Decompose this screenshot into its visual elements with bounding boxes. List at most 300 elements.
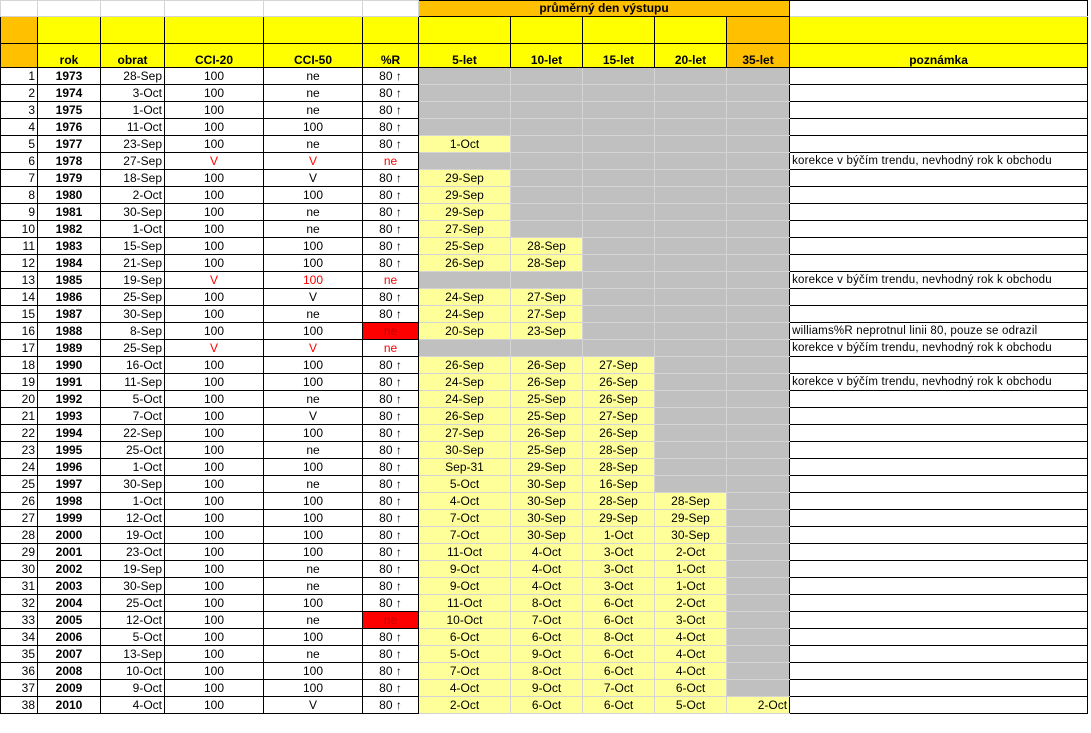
row-number-cell[interactable]: 26 — [1, 493, 38, 510]
day-20-let-cell[interactable] — [655, 272, 727, 289]
percent-r-cell[interactable]: 80 ↑ — [363, 680, 419, 697]
cci20-cell[interactable]: 100 — [165, 510, 264, 527]
year-cell[interactable]: 1984 — [38, 255, 101, 272]
day-15-let-cell[interactable]: 27-Sep — [583, 408, 655, 425]
day-5-let-cell[interactable]: 7-Oct — [419, 663, 511, 680]
day-35-let-cell[interactable] — [727, 425, 790, 442]
blank-cell[interactable] — [363, 1, 419, 17]
day-5-let-cell[interactable]: 5-Oct — [419, 646, 511, 663]
day-35-let-cell[interactable] — [727, 85, 790, 102]
row-number-cell[interactable]: 31 — [1, 578, 38, 595]
cci20-cell[interactable]: 100 — [165, 323, 264, 340]
day-5-let-cell[interactable]: 27-Sep — [419, 425, 511, 442]
day-5-let-cell[interactable]: 26-Sep — [419, 408, 511, 425]
percent-r-cell[interactable]: 80 ↑ — [363, 221, 419, 238]
year-cell[interactable]: 2009 — [38, 680, 101, 697]
day-20-let-cell[interactable] — [655, 187, 727, 204]
day-10-let-cell[interactable]: 30-Sep — [511, 493, 583, 510]
day-5-let-cell[interactable]: 29-Sep — [419, 204, 511, 221]
day-5-let-cell[interactable]: 4-Oct — [419, 493, 511, 510]
row-number-cell[interactable]: 35 — [1, 646, 38, 663]
day-15-let-cell[interactable]: 7-Oct — [583, 680, 655, 697]
year-cell[interactable]: 2000 — [38, 527, 101, 544]
percent-r-cell[interactable]: 80 ↑ — [363, 510, 419, 527]
cci20-cell[interactable]: 100 — [165, 238, 264, 255]
day-5-let-cell[interactable]: 6-Oct — [419, 629, 511, 646]
obrat-cell[interactable]: 4-Oct — [101, 697, 165, 714]
day-35-let-cell[interactable] — [727, 102, 790, 119]
day-15-let-cell[interactable] — [583, 187, 655, 204]
year-cell[interactable]: 2001 — [38, 544, 101, 561]
day-15-let-cell[interactable] — [583, 255, 655, 272]
day-5-let-cell[interactable]: 1-Oct — [419, 136, 511, 153]
row-number-cell[interactable]: 36 — [1, 663, 38, 680]
row-number-cell[interactable]: 30 — [1, 561, 38, 578]
day-15-let-cell[interactable] — [583, 102, 655, 119]
day-15-let-cell[interactable]: 1-Oct — [583, 527, 655, 544]
obrat-cell[interactable]: 30-Sep — [101, 476, 165, 493]
percent-r-cell[interactable]: 80 ↑ — [363, 102, 419, 119]
year-cell[interactable]: 1996 — [38, 459, 101, 476]
cci50-cell[interactable]: ne — [264, 578, 363, 595]
year-cell[interactable]: 2008 — [38, 663, 101, 680]
row-number-cell[interactable]: 28 — [1, 527, 38, 544]
column-header-35-let[interactable]: 35-let — [727, 44, 790, 68]
cci20-cell[interactable]: 100 — [165, 595, 264, 612]
day-35-let-cell[interactable] — [727, 357, 790, 374]
day-35-let-cell[interactable] — [727, 459, 790, 476]
cci50-cell[interactable]: ne — [264, 612, 363, 629]
day-35-let-cell[interactable] — [727, 323, 790, 340]
day-5-let-cell[interactable]: 30-Sep — [419, 442, 511, 459]
day-20-let-cell[interactable] — [655, 425, 727, 442]
day-20-let-cell[interactable]: 2-Oct — [655, 544, 727, 561]
day-20-let-cell[interactable]: 30-Sep — [655, 527, 727, 544]
day-10-let-cell[interactable]: 28-Sep — [511, 255, 583, 272]
cci50-cell[interactable]: 100 — [264, 510, 363, 527]
column-header-10-let[interactable]: 10-let — [511, 44, 583, 68]
day-10-let-cell[interactable] — [511, 153, 583, 170]
day-20-let-cell[interactable] — [655, 459, 727, 476]
year-cell[interactable]: 1975 — [38, 102, 101, 119]
note-cell[interactable]: korekce v býčím trendu, nevhodný rok k obchodu — [790, 272, 1088, 289]
percent-r-cell[interactable]: 80 ↑ — [363, 442, 419, 459]
day-15-let-cell[interactable] — [583, 85, 655, 102]
percent-r-cell[interactable]: 80 ↑ — [363, 170, 419, 187]
cci20-cell[interactable]: 100 — [165, 187, 264, 204]
column-header-cci20[interactable]: CCI-20 — [165, 44, 264, 68]
day-35-let-cell[interactable] — [727, 221, 790, 238]
day-5-let-cell[interactable] — [419, 102, 511, 119]
row-number-cell[interactable]: 4 — [1, 119, 38, 136]
cci50-cell[interactable]: 100 — [264, 680, 363, 697]
cci50-cell[interactable]: V — [264, 340, 363, 357]
obrat-cell[interactable]: 23-Oct — [101, 544, 165, 561]
day-10-let-cell[interactable]: 25-Sep — [511, 408, 583, 425]
column-header-cci50[interactable]: CCI-50 — [264, 44, 363, 68]
day-10-let-cell[interactable]: 26-Sep — [511, 374, 583, 391]
day-15-let-cell[interactable]: 28-Sep — [583, 442, 655, 459]
cci20-cell[interactable]: 100 — [165, 680, 264, 697]
column-header-5-let[interactable]: 5-let — [419, 44, 511, 68]
note-cell[interactable] — [790, 170, 1088, 187]
day-15-let-cell[interactable] — [583, 306, 655, 323]
row-number-cell[interactable]: 19 — [1, 374, 38, 391]
row-number-cell[interactable]: 32 — [1, 595, 38, 612]
year-cell[interactable]: 1983 — [38, 238, 101, 255]
day-5-let-cell[interactable]: 4-Oct — [419, 680, 511, 697]
note-cell[interactable]: korekce v býčím trendu, nevhodný rok k obchodu — [790, 340, 1088, 357]
day-5-let-cell[interactable]: 24-Sep — [419, 374, 511, 391]
obrat-cell[interactable]: 10-Oct — [101, 663, 165, 680]
day-10-let-cell[interactable]: 28-Sep — [511, 238, 583, 255]
year-cell[interactable]: 1978 — [38, 153, 101, 170]
day-35-let-cell[interactable] — [727, 119, 790, 136]
cci50-cell[interactable]: V — [264, 289, 363, 306]
day-10-let-cell[interactable] — [511, 204, 583, 221]
percent-r-cell[interactable]: 80 ↑ — [363, 425, 419, 442]
day-15-let-cell[interactable] — [583, 204, 655, 221]
day-15-let-cell[interactable]: 28-Sep — [583, 493, 655, 510]
day-35-let-cell[interactable] — [727, 646, 790, 663]
cci50-cell[interactable]: ne — [264, 476, 363, 493]
day-35-let-cell[interactable] — [727, 289, 790, 306]
day-35-let-cell[interactable] — [727, 527, 790, 544]
cci50-cell[interactable]: 100 — [264, 544, 363, 561]
row-number-cell[interactable]: 1 — [1, 68, 38, 85]
day-35-let-cell[interactable] — [727, 374, 790, 391]
year-cell[interactable]: 1992 — [38, 391, 101, 408]
header-cell[interactable] — [790, 17, 1088, 44]
cci20-cell[interactable]: 100 — [165, 612, 264, 629]
day-10-let-cell[interactable]: 6-Oct — [511, 697, 583, 714]
day-5-let-cell[interactable]: 29-Sep — [419, 170, 511, 187]
cci20-cell[interactable]: 100 — [165, 102, 264, 119]
note-cell[interactable] — [790, 663, 1088, 680]
percent-r-cell[interactable]: 80 ↑ — [363, 204, 419, 221]
day-15-let-cell[interactable] — [583, 153, 655, 170]
cci50-cell[interactable]: ne — [264, 646, 363, 663]
percent-r-cell[interactable]: 80 ↑ — [363, 476, 419, 493]
day-20-let-cell[interactable] — [655, 136, 727, 153]
percent-r-cell[interactable]: 80 ↑ — [363, 289, 419, 306]
cci20-cell[interactable]: 100 — [165, 697, 264, 714]
day-35-let-cell[interactable] — [727, 272, 790, 289]
obrat-cell[interactable]: 5-Oct — [101, 391, 165, 408]
day-10-let-cell[interactable]: 6-Oct — [511, 629, 583, 646]
day-20-let-cell[interactable] — [655, 119, 727, 136]
day-10-let-cell[interactable]: 8-Oct — [511, 663, 583, 680]
day-20-let-cell[interactable] — [655, 442, 727, 459]
day-15-let-cell[interactable]: 6-Oct — [583, 646, 655, 663]
cci50-cell[interactable]: ne — [264, 68, 363, 85]
header-cell[interactable] — [165, 17, 264, 44]
cci20-cell[interactable]: 100 — [165, 221, 264, 238]
cci20-cell[interactable]: V — [165, 272, 264, 289]
day-35-let-cell[interactable] — [727, 170, 790, 187]
day-5-let-cell[interactable]: 2-Oct — [419, 697, 511, 714]
cci20-cell[interactable]: 100 — [165, 442, 264, 459]
day-5-let-cell[interactable]: 9-Oct — [419, 561, 511, 578]
day-20-let-cell[interactable] — [655, 374, 727, 391]
year-cell[interactable]: 1997 — [38, 476, 101, 493]
day-10-let-cell[interactable]: 4-Oct — [511, 561, 583, 578]
day-15-let-cell[interactable] — [583, 272, 655, 289]
day-5-let-cell[interactable]: 24-Sep — [419, 289, 511, 306]
day-10-let-cell[interactable] — [511, 187, 583, 204]
year-cell[interactable]: 1989 — [38, 340, 101, 357]
blank-cell[interactable] — [101, 1, 165, 17]
day-35-let-cell[interactable] — [727, 204, 790, 221]
cci20-cell[interactable]: 100 — [165, 68, 264, 85]
cci20-cell[interactable]: 100 — [165, 544, 264, 561]
day-10-let-cell[interactable] — [511, 340, 583, 357]
year-cell[interactable]: 1980 — [38, 187, 101, 204]
cci50-cell[interactable]: 100 — [264, 238, 363, 255]
obrat-cell[interactable]: 1-Oct — [101, 102, 165, 119]
obrat-cell[interactable]: 2-Oct — [101, 187, 165, 204]
percent-r-cell[interactable]: 80 ↑ — [363, 119, 419, 136]
day-35-let-cell[interactable] — [727, 306, 790, 323]
row-number-cell[interactable]: 17 — [1, 340, 38, 357]
day-20-let-cell[interactable] — [655, 221, 727, 238]
day-5-let-cell[interactable] — [419, 272, 511, 289]
cci50-cell[interactable]: V — [264, 170, 363, 187]
cci20-cell[interactable]: 100 — [165, 374, 264, 391]
note-cell[interactable] — [790, 102, 1088, 119]
day-10-let-cell[interactable]: 30-Sep — [511, 476, 583, 493]
column-header-15-let[interactable]: 15-let — [583, 44, 655, 68]
day-10-let-cell[interactable]: 8-Oct — [511, 595, 583, 612]
day-5-let-cell[interactable] — [419, 119, 511, 136]
row-number-cell[interactable]: 11 — [1, 238, 38, 255]
year-cell[interactable]: 1993 — [38, 408, 101, 425]
day-10-let-cell[interactable]: 27-Sep — [511, 289, 583, 306]
day-15-let-cell[interactable] — [583, 136, 655, 153]
day-20-let-cell[interactable] — [655, 255, 727, 272]
row-number-cell[interactable]: 20 — [1, 391, 38, 408]
day-10-let-cell[interactable]: 27-Sep — [511, 306, 583, 323]
day-20-let-cell[interactable]: 4-Oct — [655, 646, 727, 663]
day-10-let-cell[interactable] — [511, 221, 583, 238]
header-cell[interactable] — [1, 44, 38, 68]
percent-r-cell[interactable]: ne — [363, 153, 419, 170]
year-cell[interactable]: 2005 — [38, 612, 101, 629]
day-20-let-cell[interactable]: 6-Oct — [655, 680, 727, 697]
obrat-cell[interactable]: 1-Oct — [101, 459, 165, 476]
percent-r-cell[interactable]: 80 ↑ — [363, 68, 419, 85]
day-5-let-cell[interactable]: 29-Sep — [419, 187, 511, 204]
row-number-cell[interactable]: 22 — [1, 425, 38, 442]
day-35-let-cell[interactable] — [727, 680, 790, 697]
day-35-let-cell[interactable] — [727, 391, 790, 408]
day-20-let-cell[interactable] — [655, 85, 727, 102]
percent-r-cell[interactable]: 80 ↑ — [363, 544, 419, 561]
cci50-cell[interactable]: 100 — [264, 323, 363, 340]
day-15-let-cell[interactable]: 6-Oct — [583, 612, 655, 629]
day-5-let-cell[interactable]: 24-Sep — [419, 391, 511, 408]
percent-r-cell[interactable]: 80 ↑ — [363, 629, 419, 646]
percent-r-cell[interactable]: 80 ↑ — [363, 595, 419, 612]
note-cell[interactable] — [790, 561, 1088, 578]
day-15-let-cell[interactable] — [583, 119, 655, 136]
year-cell[interactable]: 2010 — [38, 697, 101, 714]
year-cell[interactable]: 1990 — [38, 357, 101, 374]
day-20-let-cell[interactable]: 29-Sep — [655, 510, 727, 527]
obrat-cell[interactable]: 11-Oct — [101, 119, 165, 136]
column-header-percent-r[interactable]: %R — [363, 44, 419, 68]
header-cell[interactable] — [655, 17, 727, 44]
year-cell[interactable]: 1986 — [38, 289, 101, 306]
cci20-cell[interactable]: 100 — [165, 527, 264, 544]
day-20-let-cell[interactable] — [655, 102, 727, 119]
day-15-let-cell[interactable] — [583, 68, 655, 85]
day-20-let-cell[interactable] — [655, 204, 727, 221]
row-number-cell[interactable]: 33 — [1, 612, 38, 629]
note-cell[interactable] — [790, 255, 1088, 272]
note-cell[interactable] — [790, 476, 1088, 493]
year-cell[interactable]: 1985 — [38, 272, 101, 289]
header-cell[interactable] — [511, 17, 583, 44]
day-5-let-cell[interactable]: 26-Sep — [419, 255, 511, 272]
year-cell[interactable]: 1994 — [38, 425, 101, 442]
year-cell[interactable]: 1988 — [38, 323, 101, 340]
cci20-cell[interactable]: 100 — [165, 578, 264, 595]
year-cell[interactable]: 2007 — [38, 646, 101, 663]
day-35-let-cell[interactable] — [727, 68, 790, 85]
row-number-cell[interactable]: 14 — [1, 289, 38, 306]
row-number-cell[interactable]: 37 — [1, 680, 38, 697]
row-number-cell[interactable]: 29 — [1, 544, 38, 561]
day-5-let-cell[interactable]: 5-Oct — [419, 476, 511, 493]
day-15-let-cell[interactable]: 27-Sep — [583, 357, 655, 374]
day-20-let-cell[interactable] — [655, 340, 727, 357]
row-number-cell[interactable]: 6 — [1, 153, 38, 170]
note-cell[interactable]: korekce v býčím trendu, nevhodný rok k obchodu — [790, 374, 1088, 391]
obrat-cell[interactable]: 1-Oct — [101, 493, 165, 510]
day-10-let-cell[interactable]: 30-Sep — [511, 527, 583, 544]
note-cell[interactable] — [790, 544, 1088, 561]
day-5-let-cell[interactable]: 11-Oct — [419, 544, 511, 561]
row-number-cell[interactable]: 27 — [1, 510, 38, 527]
day-5-let-cell[interactable]: Sep-31 — [419, 459, 511, 476]
percent-r-cell[interactable]: 80 ↑ — [363, 663, 419, 680]
obrat-cell[interactable]: 25-Oct — [101, 595, 165, 612]
obrat-cell[interactable]: 30-Sep — [101, 204, 165, 221]
cci50-cell[interactable]: 100 — [264, 425, 363, 442]
cci20-cell[interactable]: 100 — [165, 476, 264, 493]
header-cell[interactable] — [38, 17, 101, 44]
header-cell[interactable] — [1, 17, 38, 44]
cci20-cell[interactable]: 100 — [165, 255, 264, 272]
cci20-cell[interactable]: 100 — [165, 170, 264, 187]
note-cell[interactable] — [790, 510, 1088, 527]
percent-r-cell[interactable]: ne — [363, 612, 419, 629]
day-35-let-cell[interactable] — [727, 629, 790, 646]
note-cell[interactable] — [790, 119, 1088, 136]
day-10-let-cell[interactable] — [511, 119, 583, 136]
obrat-cell[interactable]: 21-Sep — [101, 255, 165, 272]
day-10-let-cell[interactable]: 26-Sep — [511, 425, 583, 442]
cci50-cell[interactable]: 100 — [264, 595, 363, 612]
cci50-cell[interactable]: ne — [264, 102, 363, 119]
cci50-cell[interactable]: ne — [264, 391, 363, 408]
note-cell[interactable] — [790, 238, 1088, 255]
header-cell[interactable] — [583, 17, 655, 44]
day-20-let-cell[interactable] — [655, 357, 727, 374]
year-cell[interactable]: 2006 — [38, 629, 101, 646]
cci20-cell[interactable]: 100 — [165, 646, 264, 663]
cci20-cell[interactable]: V — [165, 340, 264, 357]
year-cell[interactable]: 2004 — [38, 595, 101, 612]
row-number-cell[interactable]: 21 — [1, 408, 38, 425]
note-cell[interactable] — [790, 527, 1088, 544]
cci20-cell[interactable]: 100 — [165, 629, 264, 646]
day-20-let-cell[interactable]: 2-Oct — [655, 595, 727, 612]
row-number-cell[interactable]: 38 — [1, 697, 38, 714]
day-15-let-cell[interactable]: 16-Sep — [583, 476, 655, 493]
header-cell[interactable] — [419, 17, 511, 44]
day-35-let-cell[interactable] — [727, 153, 790, 170]
cci20-cell[interactable]: 100 — [165, 663, 264, 680]
obrat-cell[interactable]: 8-Sep — [101, 323, 165, 340]
note-cell[interactable] — [790, 408, 1088, 425]
day-10-let-cell[interactable] — [511, 68, 583, 85]
obrat-cell[interactable]: 25-Sep — [101, 289, 165, 306]
day-35-let-cell[interactable] — [727, 595, 790, 612]
cci20-cell[interactable]: 100 — [165, 136, 264, 153]
cci50-cell[interactable]: ne — [264, 306, 363, 323]
cci50-cell[interactable]: 100 — [264, 493, 363, 510]
day-5-let-cell[interactable]: 25-Sep — [419, 238, 511, 255]
cci20-cell[interactable]: 100 — [165, 561, 264, 578]
row-number-cell[interactable]: 3 — [1, 102, 38, 119]
cci20-cell[interactable]: 100 — [165, 204, 264, 221]
day-5-let-cell[interactable]: 24-Sep — [419, 306, 511, 323]
day-35-let-cell[interactable] — [727, 187, 790, 204]
row-number-cell[interactable]: 12 — [1, 255, 38, 272]
note-cell[interactable] — [790, 289, 1088, 306]
day-35-let-cell[interactable] — [727, 578, 790, 595]
day-20-let-cell[interactable]: 5-Oct — [655, 697, 727, 714]
row-number-cell[interactable]: 7 — [1, 170, 38, 187]
day-35-let-cell[interactable] — [727, 510, 790, 527]
day-10-let-cell[interactable]: 23-Sep — [511, 323, 583, 340]
obrat-cell[interactable]: 5-Oct — [101, 629, 165, 646]
day-15-let-cell[interactable]: 26-Sep — [583, 425, 655, 442]
day-5-let-cell[interactable]: 26-Sep — [419, 357, 511, 374]
day-20-let-cell[interactable] — [655, 289, 727, 306]
note-cell[interactable] — [790, 646, 1088, 663]
year-cell[interactable]: 1981 — [38, 204, 101, 221]
day-15-let-cell[interactable]: 3-Oct — [583, 561, 655, 578]
obrat-cell[interactable]: 19-Oct — [101, 527, 165, 544]
year-cell[interactable]: 2003 — [38, 578, 101, 595]
blank-cell[interactable] — [264, 1, 363, 17]
note-cell[interactable] — [790, 221, 1088, 238]
day-5-let-cell[interactable] — [419, 153, 511, 170]
day-5-let-cell[interactable]: 7-Oct — [419, 527, 511, 544]
day-20-let-cell[interactable]: 1-Oct — [655, 561, 727, 578]
header-cell[interactable] — [363, 17, 419, 44]
cci50-cell[interactable]: 100 — [264, 629, 363, 646]
day-20-let-cell[interactable] — [655, 170, 727, 187]
cci50-cell[interactable]: 100 — [264, 255, 363, 272]
day-35-let-cell[interactable] — [727, 544, 790, 561]
obrat-cell[interactable]: 12-Oct — [101, 612, 165, 629]
column-header-obrat[interactable]: obrat — [101, 44, 165, 68]
obrat-cell[interactable]: 19-Sep — [101, 561, 165, 578]
